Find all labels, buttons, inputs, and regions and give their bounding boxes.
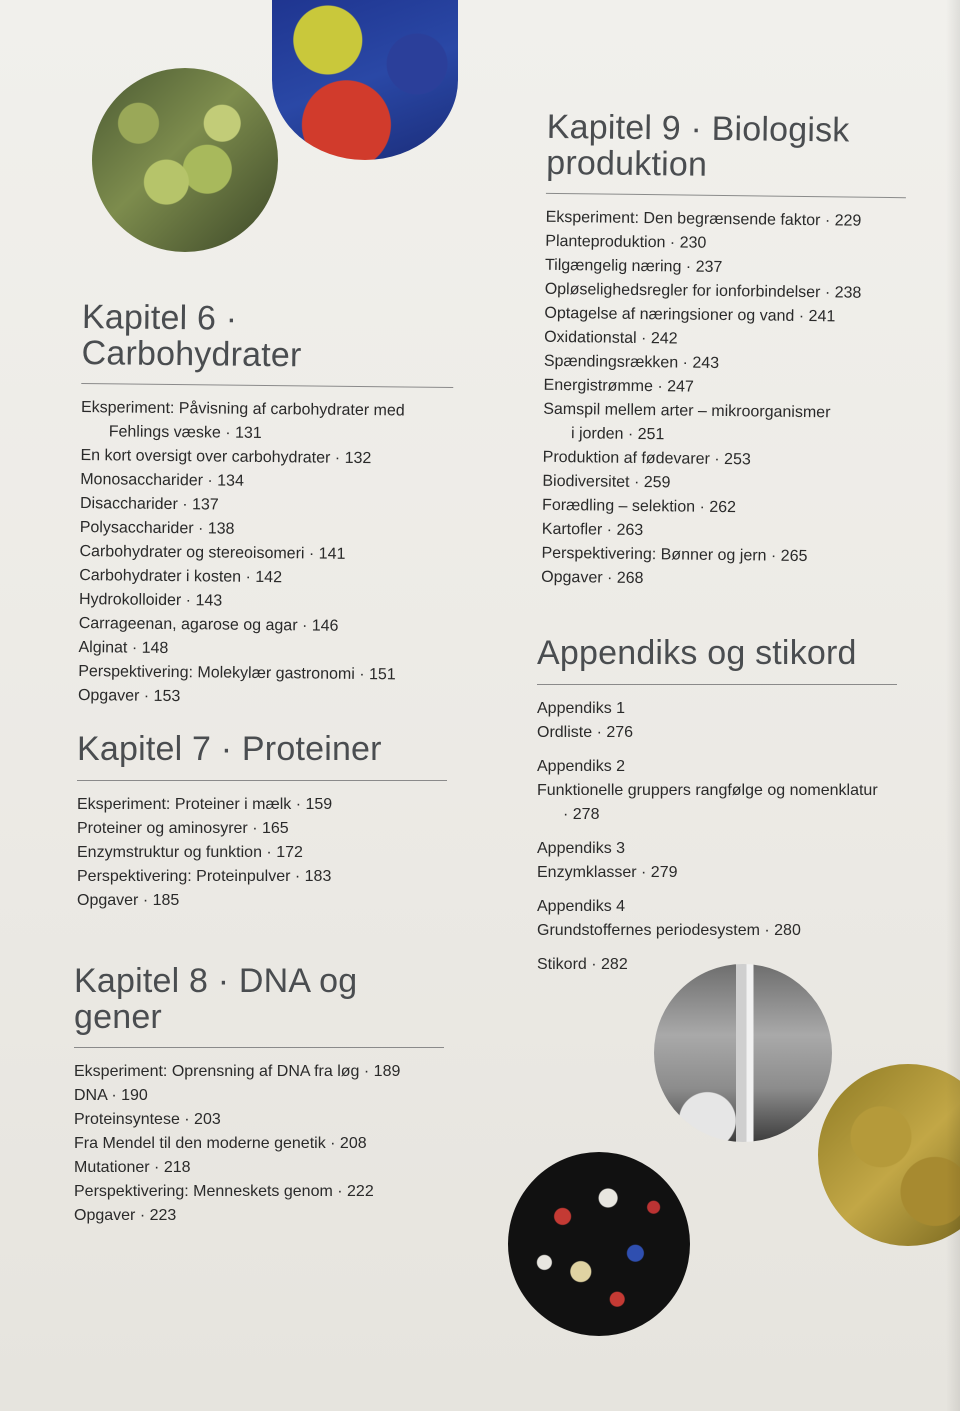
toc-entry[interactable]: Proteiner og aminosyrer · 165: [77, 819, 289, 837]
index-entry[interactable]: Stikord · 282: [537, 955, 628, 973]
appendix-label: Appendiks 3: [537, 839, 626, 857]
toc-entry[interactable]: Samspil mellem arter – mikroorganismer: [543, 401, 831, 422]
toc-entry[interactable]: Optagelse af næringsioner og vand · 241: [544, 305, 836, 326]
chapter-8-section: [74, 964, 444, 1228]
appendix-rule: [537, 684, 897, 685]
toc-entry[interactable]: Eksperiment: Oprensning af DNA fra løg · 189: [74, 1063, 401, 1081]
toc-entry-continuation[interactable]: i jorden · 251: [570, 425, 665, 444]
toc-entry[interactable]: Oxidationstal · 242: [544, 329, 678, 348]
toc-entry[interactable]: En kort oversigt over carbohydrater · 132: [80, 447, 372, 468]
page-edge-shadow: [946, 0, 960, 1411]
appendix-4[interactable]: [537, 895, 897, 943]
appendix-label: Appendiks 4: [537, 897, 626, 915]
appendix-section: [537, 636, 897, 977]
appendix-entry: Grundstoffernes periodesystem · 280: [537, 921, 801, 939]
molecule-model-photo: [508, 1152, 690, 1336]
toc-entry[interactable]: Biodiversitet · 259: [542, 473, 671, 492]
chapter-6-title: Kapitel 6 · Carbohydrater: [81, 298, 302, 375]
toc-entry[interactable]: Opgaver · 268: [541, 569, 644, 588]
chapter-7-title: Kapitel 7 · Proteiner: [77, 730, 382, 768]
chapter-9-title-line1: Kapitel 9 · Biologisk: [546, 107, 850, 150]
chapter-9-section: [541, 107, 907, 595]
toc-entry[interactable]: Tilgængelig næring · 237: [544, 257, 723, 277]
toc-entry[interactable]: Monosaccharider · 134: [80, 471, 244, 491]
appendix-3[interactable]: [537, 837, 897, 885]
toc-entry[interactable]: Perspektivering: Bønner og jern · 265: [541, 545, 808, 566]
toc-entry[interactable]: Spændingsrækken · 243: [543, 353, 720, 373]
chapter-7-section: [77, 732, 447, 913]
chapter-8-title: Kapitel 8 · DNA og gener: [74, 962, 358, 1036]
chapter-9-title-line2: produktion: [546, 143, 708, 184]
toc-entry[interactable]: Produktion af fødevarer · 253: [542, 449, 751, 469]
toc-entry[interactable]: Alginat · 148: [78, 639, 169, 658]
toc-entry[interactable]: Polysaccharider · 138: [79, 519, 235, 539]
olives-photo: [92, 68, 278, 252]
water-tap-photo: [654, 964, 832, 1142]
appendix-entry-continuation: · 278: [563, 805, 600, 823]
chapter-9-title: [546, 107, 907, 186]
toc-entry[interactable]: Fra Mendel til den moderne genetik · 208: [74, 1135, 367, 1153]
plant-cells-micrograph: [818, 1064, 960, 1246]
chapter-6-entries: [78, 396, 453, 712]
appendix-title: Appendiks og stikord: [537, 634, 857, 672]
toc-entry[interactable]: Kartofler · 263: [541, 521, 644, 540]
toc-entry[interactable]: Eksperiment: Påvisning af carbohydrater med: [80, 399, 405, 420]
toc-entry-continuation[interactable]: Fehlings væske · 131: [108, 423, 262, 443]
chapter-9-entries: [541, 206, 906, 594]
appendix-entry: Ordliste · 276: [537, 723, 634, 741]
toc-entry[interactable]: Mutationer · 218: [74, 1159, 191, 1177]
chapter-6-section: [78, 300, 454, 712]
toc-entry[interactable]: Opgaver · 223: [74, 1207, 177, 1225]
toc-entry[interactable]: Eksperiment: Den begrænsende faktor · 229: [545, 209, 862, 231]
toc-entry[interactable]: Opgaver · 153: [77, 687, 181, 706]
appendix-2[interactable]: [537, 755, 897, 827]
toc-entry[interactable]: Disaccharider · 137: [79, 495, 219, 514]
appendix-1[interactable]: [537, 697, 897, 745]
appendix-entry: Enzymklasser · 279: [537, 863, 678, 881]
chapter-9-rule: [546, 193, 906, 198]
appendix-entry: Funktionelle gruppers rangfølge og nomenklatur: [537, 781, 878, 799]
toc-entry[interactable]: Planteproduktion · 230: [545, 233, 707, 253]
toc-entry[interactable]: Carbohydrater i kosten · 142: [79, 567, 283, 587]
toc-entry[interactable]: Perspektivering: Menneskets genom · 222: [74, 1183, 374, 1201]
appendix-label: Appendiks 1: [537, 699, 626, 717]
toc-entry[interactable]: Opløselighedsregler for ionforbindelser · 238: [544, 281, 862, 303]
toc-entry[interactable]: Proteinsyntese · 203: [74, 1111, 221, 1129]
toc-entry[interactable]: Perspektivering: Proteinpulver · 183: [77, 867, 332, 885]
toc-entry[interactable]: Forædling – selektion · 262: [542, 497, 737, 517]
chapter-7-rule: [77, 780, 447, 781]
toc-entry[interactable]: DNA · 190: [74, 1087, 148, 1105]
chapter-8-entries: [74, 1060, 444, 1228]
cell-micrograph: [272, 0, 458, 160]
toc-entry[interactable]: Opgaver · 185: [77, 891, 180, 909]
appendix-label: Appendiks 2: [537, 757, 626, 775]
chapter-6-rule: [81, 383, 453, 388]
toc-entry[interactable]: Carbohydrater og stereoisomeri · 141: [79, 543, 346, 564]
chapter-8-rule: [74, 1047, 444, 1048]
chapter-7-entries: [77, 793, 447, 913]
toc-entry[interactable]: Carrageenan, agarose og agar · 146: [78, 615, 339, 636]
toc-entry[interactable]: Hydrokolloider · 143: [78, 591, 223, 610]
toc-entry[interactable]: Energistrømme · 247: [543, 377, 694, 397]
toc-entry[interactable]: Eksperiment: Proteiner i mælk · 159: [77, 795, 333, 813]
toc-entry[interactable]: Enzymstruktur og funktion · 172: [77, 843, 303, 861]
toc-entry[interactable]: Perspektivering: Molekylær gastronomi · 151: [78, 663, 396, 684]
